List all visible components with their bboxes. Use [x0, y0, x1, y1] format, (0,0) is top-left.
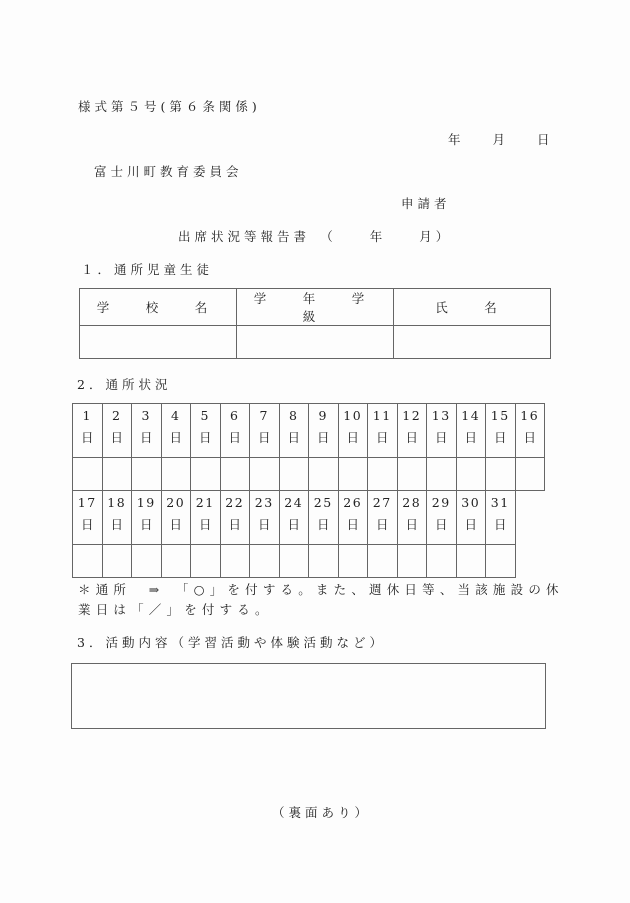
attendance-cell-day-1[interactable] — [73, 458, 103, 491]
day-unit: 日 — [523, 430, 536, 445]
day-unit: 日 — [110, 430, 123, 445]
day-header-15 — [486, 404, 516, 458]
day-header-6 — [220, 404, 250, 458]
day-number: 30 — [461, 495, 481, 510]
day-unit: 日 — [80, 517, 94, 532]
day-number: 3 — [141, 408, 151, 423]
attendance-cell-day-11[interactable] — [368, 458, 398, 491]
day-header-1 — [73, 404, 103, 458]
grade-class-field[interactable] — [237, 326, 394, 359]
day-number: 12 — [402, 408, 422, 423]
attendance-cell-day-6[interactable] — [220, 458, 250, 491]
back-side-note: （裏面あり） — [272, 805, 372, 820]
day-header-24 — [279, 491, 309, 545]
day-number: 17 — [77, 495, 97, 510]
day-unit: 日 — [375, 517, 389, 532]
day-number: 21 — [195, 495, 215, 510]
day-unit: 日 — [287, 430, 300, 445]
day-header-14 — [456, 404, 486, 458]
day-header-17 — [73, 491, 103, 545]
day-number: 23 — [254, 495, 274, 510]
grade-class-header: 学 年 学 級 — [237, 289, 394, 326]
day-header-27 — [368, 491, 398, 545]
attendance-cell-day-18[interactable] — [102, 545, 132, 578]
day-number: 4 — [171, 408, 181, 423]
day-number: 15 — [490, 408, 510, 423]
day-header-28 — [397, 491, 427, 545]
day-number: 14 — [461, 408, 481, 423]
date-year-label: 年 — [448, 132, 465, 147]
section2-heading: 2．通所状況 — [77, 377, 172, 392]
day-number: 8 — [289, 408, 299, 423]
day-header-4 — [161, 404, 191, 458]
day-header-2 — [102, 404, 132, 458]
day-number: 5 — [200, 408, 210, 423]
document-title: 出席状況等報告書 （ 年 月） — [178, 229, 453, 244]
day-header-23 — [250, 491, 280, 545]
day-unit: 日 — [405, 430, 418, 445]
day-header-26 — [338, 491, 368, 545]
day-number: 26 — [343, 495, 363, 510]
day-header-9 — [309, 404, 339, 458]
attendance-cell-day-2[interactable] — [102, 458, 132, 491]
day-number: 24 — [284, 495, 304, 510]
day-unit: 日 — [110, 517, 123, 532]
day-header-13 — [427, 404, 457, 458]
day-header-29 — [427, 491, 457, 545]
attendance-cell-day-8[interactable] — [279, 458, 309, 491]
attendance-cell-day-14[interactable] — [456, 458, 486, 491]
day-number: 25 — [313, 495, 333, 510]
attendance-cell-day-28[interactable] — [397, 545, 427, 578]
student-info-table — [79, 288, 551, 359]
day-number: 6 — [230, 408, 240, 423]
day-number: 28 — [402, 495, 422, 510]
day-header-12 — [397, 404, 427, 458]
day-unit: 日 — [228, 517, 241, 532]
day-header-5 — [191, 404, 221, 458]
date-month-label: 月 — [492, 132, 510, 147]
attendance-cell-day-20[interactable] — [161, 545, 191, 578]
attendance-cell-day-4[interactable] — [161, 458, 191, 491]
attendance-grid-days-17-31 — [72, 490, 516, 578]
day-unit: 日 — [198, 517, 212, 532]
attendance-cell-day-25[interactable] — [309, 545, 339, 578]
attendance-cell-day-5[interactable] — [191, 458, 221, 491]
day-header-3 — [132, 404, 162, 458]
day-unit: 日 — [287, 517, 300, 532]
day-unit: 日 — [434, 517, 448, 532]
day-number: 13 — [431, 408, 451, 423]
attendance-cell-day-10[interactable] — [338, 458, 368, 491]
day-unit: 日 — [346, 430, 359, 445]
day-number: 31 — [490, 495, 510, 510]
day-unit: 日 — [464, 430, 477, 445]
day-unit: 日 — [346, 517, 359, 532]
day-number: 19 — [136, 495, 156, 510]
attendance-cell-day-21[interactable] — [191, 545, 221, 578]
school-name-header: 学 校 名 — [80, 289, 237, 326]
day-header-30 — [456, 491, 486, 545]
day-header-7 — [250, 404, 280, 458]
form-number: 様式第５号(第６条関係) — [78, 99, 261, 114]
date-line — [448, 130, 554, 148]
day-unit: 日 — [228, 430, 241, 445]
day-unit: 日 — [139, 430, 153, 445]
day-header-16 — [515, 404, 545, 458]
day-header-20 — [161, 491, 191, 545]
day-unit: 日 — [169, 430, 182, 445]
day-number: 11 — [372, 408, 392, 423]
day-unit: 日 — [257, 517, 271, 532]
day-number: 18 — [107, 495, 127, 510]
day-unit: 日 — [493, 430, 507, 445]
day-header-8 — [279, 404, 309, 458]
day-header-11 — [368, 404, 398, 458]
attendance-cell-day-22[interactable] — [220, 545, 250, 578]
attendance-cell-day-29[interactable] — [427, 545, 457, 578]
day-unit: 日 — [493, 517, 507, 532]
attendance-cell-day-3[interactable] — [132, 458, 162, 491]
date-day-label: 日 — [537, 132, 554, 147]
day-unit: 日 — [464, 517, 477, 532]
day-number: 10 — [343, 408, 363, 423]
attendance-cell-day-23[interactable] — [250, 545, 280, 578]
attendance-cell-day-26[interactable] — [338, 545, 368, 578]
attendance-cell-day-16[interactable] — [515, 458, 545, 491]
attendance-cell-day-30[interactable] — [456, 545, 486, 578]
day-number: 29 — [431, 495, 451, 510]
day-number: 20 — [166, 495, 186, 510]
day-header-22 — [220, 491, 250, 545]
attendance-cell-day-7[interactable] — [250, 458, 280, 491]
day-number: 1 — [82, 408, 92, 423]
day-header-25 — [309, 491, 339, 545]
addressee: 富士川町教育委員会 — [94, 164, 243, 179]
applicant-label: 申請者 — [401, 196, 451, 211]
day-number: 2 — [112, 408, 122, 423]
attendance-cell-day-17[interactable] — [73, 545, 103, 578]
section3-heading: 3．活動内容（学習活動や体験活動など） — [77, 635, 386, 650]
day-unit: 日 — [198, 430, 212, 445]
name-header: 氏 名 — [394, 289, 551, 326]
day-number: 16 — [520, 408, 540, 423]
day-header-21 — [191, 491, 221, 545]
section1-heading: １．通所児童生徒 — [81, 262, 214, 277]
attendance-cell-day-12[interactable] — [397, 458, 427, 491]
day-header-18 — [102, 491, 132, 545]
day-header-10 — [338, 404, 368, 458]
attendance-note-line1: ＊通所 ⇒ 「○」を付する。また、週休日等、当該施設の休 — [78, 582, 564, 597]
attendance-cell-day-9[interactable] — [309, 458, 339, 491]
day-unit: 日 — [139, 517, 153, 532]
school-name-field[interactable] — [80, 326, 237, 359]
attendance-cell-day-19[interactable] — [132, 545, 162, 578]
day-unit: 日 — [257, 430, 271, 445]
activity-content-field[interactable] — [71, 663, 546, 729]
day-header-19 — [132, 491, 162, 545]
attendance-cell-day-31[interactable] — [486, 545, 516, 578]
attendance-cell-day-15[interactable] — [486, 458, 516, 491]
attendance-note-line2: 業日は「／」を付する。 — [78, 602, 273, 617]
day-unit: 日 — [80, 430, 94, 445]
day-header-31 — [486, 491, 516, 545]
day-number: 9 — [318, 408, 328, 423]
day-unit: 日 — [405, 517, 418, 532]
day-number: 27 — [372, 495, 392, 510]
day-unit: 日 — [316, 517, 330, 532]
student-name-field[interactable] — [394, 326, 551, 359]
attendance-cell-day-24[interactable] — [279, 545, 309, 578]
day-unit: 日 — [375, 430, 389, 445]
day-number: 7 — [259, 408, 269, 423]
attendance-cell-day-27[interactable] — [368, 545, 398, 578]
attendance-cell-day-13[interactable] — [427, 458, 457, 491]
day-unit: 日 — [169, 517, 182, 532]
day-unit: 日 — [316, 430, 330, 445]
day-number: 22 — [225, 495, 245, 510]
day-unit: 日 — [434, 430, 448, 445]
attendance-grid-days-1-16 — [72, 403, 545, 491]
